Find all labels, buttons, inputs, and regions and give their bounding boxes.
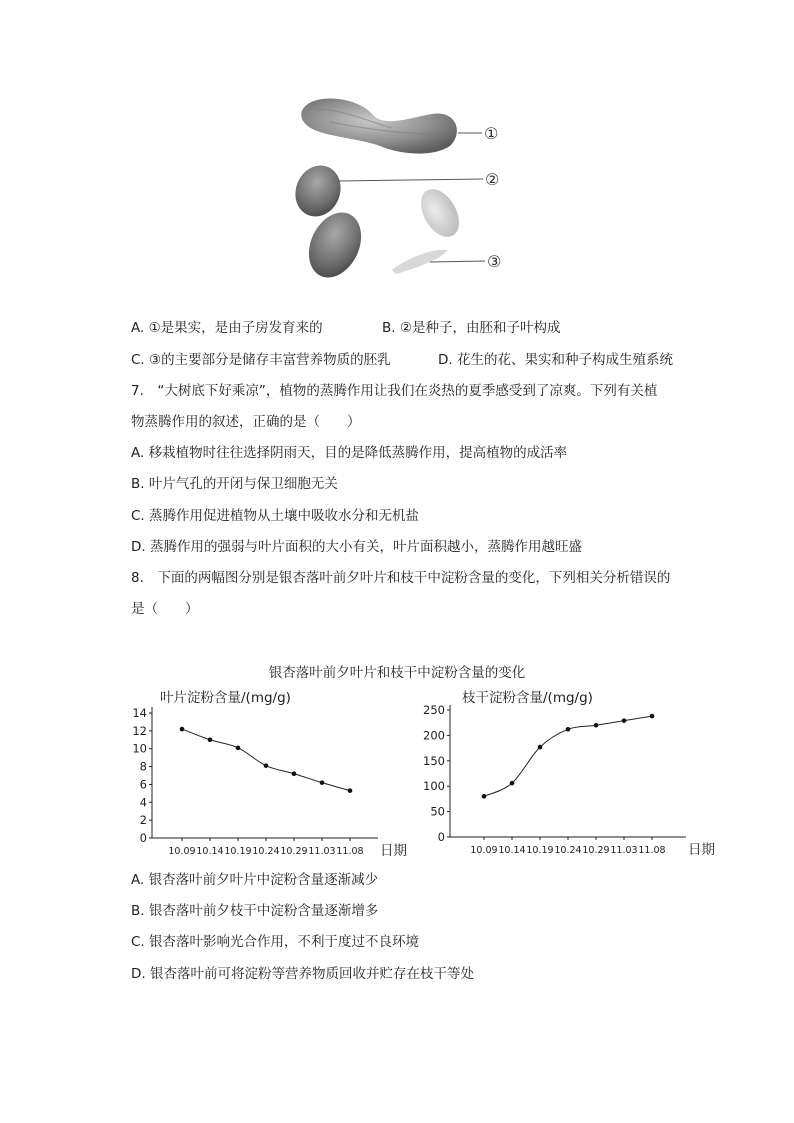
branch-chart-y-tick-label: 150 xyxy=(423,753,445,768)
q8-stem-line2: 是（ ） xyxy=(131,601,199,617)
label-1: ① xyxy=(484,124,499,143)
q7-stem-line2: 物蒸腾作用的叙述，正确的是（ ） xyxy=(131,414,361,430)
label-3: ③ xyxy=(487,252,502,271)
branch-chart-y-tick-label: 100 xyxy=(423,779,445,794)
leaf-chart-x-tick-label: 11.08 xyxy=(336,846,364,857)
branch-chart-x-tick-label: 10.09 xyxy=(470,845,498,856)
leaf-chart-y-tick-label: 12 xyxy=(132,723,147,738)
branch-starch-chart xyxy=(420,685,730,865)
branch-chart-data-point xyxy=(510,781,515,786)
branch-chart-data-point xyxy=(594,723,599,728)
branch-chart-data-point xyxy=(650,714,655,719)
leaf-chart-series-line xyxy=(182,729,350,791)
q8-option-a: A. 银杏落叶前夕叶片中淀粉含量逐渐减少 xyxy=(131,872,379,888)
leaf-chart-y-tick-label: 14 xyxy=(132,706,147,720)
peanut-illustration xyxy=(280,88,520,288)
q8-option-b: B. 银杏落叶前夕枝干中淀粉含量逐渐增多 xyxy=(131,903,379,919)
leaf-chart-data-point xyxy=(320,780,325,785)
leaf-chart-x-tick-label: 10.19 xyxy=(224,846,252,857)
branch-chart-data-point xyxy=(566,727,571,732)
leaf-chart-data-point xyxy=(348,788,353,793)
branch-chart-x-tick-label: 10.14 xyxy=(498,845,526,856)
leaf-chart-x-tick-label: 11.03 xyxy=(308,846,336,857)
cotyledon xyxy=(413,182,467,243)
label-2: ② xyxy=(485,170,500,189)
q7-option-b: B. 叶片气孔的开闭与保卫细胞无关 xyxy=(131,476,338,492)
leaf-chart-y-label: 叶片淀粉含量/(mg/g) xyxy=(160,690,291,706)
q7-option-c: C. 蒸腾作用促进植物从土壤中吸收水分和无机盐 xyxy=(131,508,420,524)
leaf-chart-y-tick-label: 0 xyxy=(139,831,147,845)
leaf-chart-x-tick-label: 10.14 xyxy=(196,846,224,857)
branch-chart-data-point xyxy=(482,794,487,799)
leaf-chart-y-tick-label: 4 xyxy=(139,795,147,810)
leaf-chart-data-point xyxy=(180,727,185,732)
q7-stem-line1: 7. “大树底下好乘凉”，植物的蒸腾作用让我们在炎热的夏季感受到了凉爽。下列有关植 xyxy=(131,383,658,399)
branch-chart-x-tick-label: 11.03 xyxy=(610,845,638,856)
leaf-chart-y-tick-label: 6 xyxy=(139,777,147,792)
q6-option-a: A. ①是果实，是由子房发育来的 xyxy=(131,320,323,336)
leaf-chart-data-point xyxy=(236,746,241,751)
leaf-chart-y-tick-label: 10 xyxy=(132,741,147,756)
branch-chart-data-point xyxy=(538,745,543,750)
branch-chart-y-tick-label: 0 xyxy=(437,830,445,844)
leaf-chart-x-tick-label: 10.09 xyxy=(168,846,196,857)
branch-chart-y-tick-label: 50 xyxy=(430,804,445,819)
q6-option-d: D. 花生的花、果实和种子构成生殖系统 xyxy=(438,352,673,368)
q7-option-a: A. 移栽植物时往往选择阴雨天，目的是降低蒸腾作用，提高植物的成活率 xyxy=(131,445,568,461)
leaf-chart-data-point xyxy=(292,771,297,776)
leaf-starch-chart xyxy=(130,685,410,865)
leaf-chart-y-tick-label: 2 xyxy=(139,813,147,828)
branch-chart-x-tick-label: 11.08 xyxy=(638,845,666,856)
leaf-chart-y-tick-label: 8 xyxy=(139,759,147,774)
q6-option-c: C. ③的主要部分是储存丰富营养物质的胚乳 xyxy=(131,352,391,368)
branch-chart-y-tick-label: 200 xyxy=(423,728,445,743)
leaf-chart-x-label: 日期 xyxy=(380,843,407,859)
chart-title: 银杏落叶前夕叶片和枝干中淀粉含量的变化 xyxy=(268,665,526,681)
branch-chart-x-tick-label: 10.29 xyxy=(582,845,610,856)
branch-chart-data-point xyxy=(622,718,627,723)
peanut-shell xyxy=(301,99,457,154)
q8-option-d: D. 银杏落叶前可将淀粉等营养物质回收并贮存在枝干等处 xyxy=(131,966,474,982)
q8-stem-line1: 8. 下面的两幅图分别是银杏落叶前夕叶片和枝干中淀粉含量的变化，下列相关分析错误的 xyxy=(131,570,671,586)
branch-chart-x-tick-label: 10.24 xyxy=(554,845,582,856)
leaf-chart-x-tick-label: 10.29 xyxy=(280,846,308,857)
peanut-figure xyxy=(280,88,520,288)
seed-lower xyxy=(299,204,371,286)
q6-option-b: B. ②是种子，由胚和子叶构成 xyxy=(382,320,561,336)
branch-chart-y-label: 枝干淀粉含量/(mg/g) xyxy=(462,690,593,706)
branch-chart-x-tick-label: 10.19 xyxy=(526,845,554,856)
branch-chart-x-label: 日期 xyxy=(688,842,715,858)
q7-option-d: D. 蒸腾作用的强弱与叶片面积的大小有关，叶片面积越小，蒸腾作用越旺盛 xyxy=(131,539,582,555)
q8-option-c: C. 银杏落叶影响光合作用，不利于度过不良环境 xyxy=(131,934,420,950)
leaf-chart-data-point xyxy=(264,763,269,768)
leaf-chart-data-point xyxy=(208,737,213,742)
branch-chart-y-tick-label: 250 xyxy=(423,703,445,717)
leaf-chart-x-tick-label: 10.24 xyxy=(252,846,280,857)
